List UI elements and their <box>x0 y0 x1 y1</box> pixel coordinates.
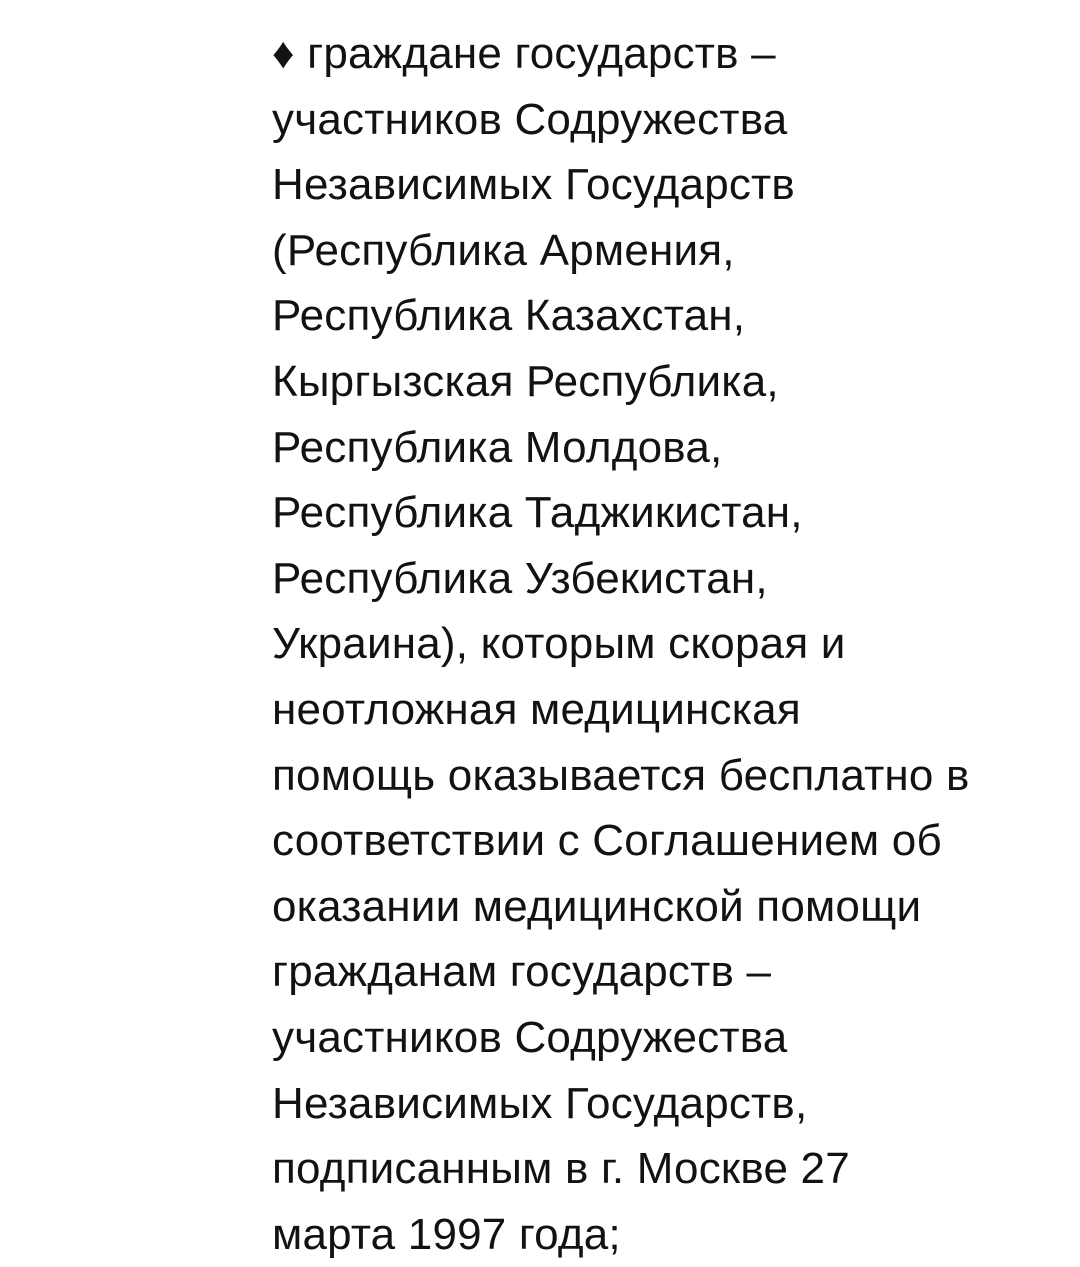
paragraph-line: Независимых Государств <box>272 160 795 210</box>
paragraph-line: Независимых Государств, <box>272 1078 808 1128</box>
paragraph-line: Республика Таджикистан, <box>272 488 803 538</box>
paragraph-line: соответствии с Соглашением об <box>272 816 942 866</box>
paragraph-line: (Республика Армения, <box>272 225 735 275</box>
paragraph-line: гражданам государств – <box>272 947 772 997</box>
paragraph-line-text: граждане государств – <box>307 29 776 78</box>
paragraph-line: Республика Молдова, <box>272 422 723 472</box>
paragraph-line: Украина), которым скорая и <box>272 619 846 669</box>
paragraph-line: Республика Узбекистан, <box>272 553 768 603</box>
paragraph-line: Кыргызская Республика, <box>272 356 779 406</box>
paragraph-line: марта 1997 года; <box>272 1209 621 1259</box>
paragraph-line: помощь оказывается бесплатно в <box>272 750 970 800</box>
paragraph-line: участников Содружества <box>272 1012 788 1062</box>
paragraph-line: подписанным в г. Москве 27 <box>272 1144 850 1194</box>
paragraph-line: Республика Казахстан, <box>272 291 746 341</box>
paragraph-line: неотложная медицинская <box>272 684 801 734</box>
paragraph-line: оказании медицинской помощи <box>272 881 922 931</box>
bullet-marker: ♦ <box>272 29 295 78</box>
paragraph-line <box>272 21 1052 87</box>
document-paragraph <box>272 21 1052 1267</box>
paragraph-line: участников Содружества <box>272 94 788 144</box>
